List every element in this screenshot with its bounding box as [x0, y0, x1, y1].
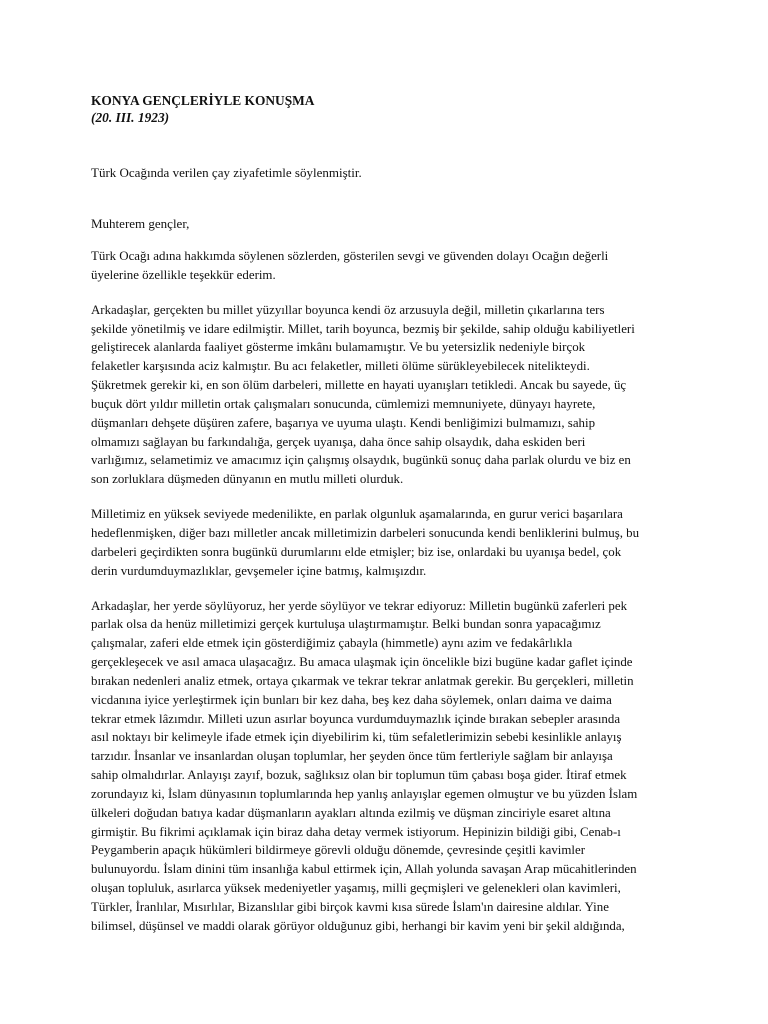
- paragraph: [91, 247, 681, 285]
- text-line: tarzıdır. İnsanlar ve insanlardan oluşan toplumlar, her şeyden önce tüm fertleriyle sağlam bir anlayışa: [91, 749, 613, 764]
- text-line: Türkler, İranlılar, Mısırlılar, Bizanslılar gibi birçok kavmi kısa sürede İslam'ın dairesine aldılar. Yine: [91, 900, 609, 914]
- text-line: son zorluklara düşmeden dünyanın en mutlu milleti olurduk.: [91, 472, 404, 487]
- document-page: [91, 92, 681, 933]
- text-line: düşmanları dehşete düşüren zafere, başarıya ve uyuma ulaştı. Kendi benliğimizi bulmamızı, sahip: [91, 415, 596, 430]
- text-line: üyelerine özellikle teşekkür ederim.: [91, 267, 276, 282]
- document-title: KONYA GENÇLERİYLE KONUŞMA: [91, 93, 315, 108]
- text-line: şekilde yönetilmiş ve idare edilmiştir. Millet, tarih boyunca, bezmiş bir şekilde, sahip olduğu kabiliyetleri: [91, 321, 635, 336]
- text-line: gerçekleşecek ve asıl amaca ulaşacağız. Bu amaca ulaşmak için öncelikle bizi bugüne kadar gaflet içinde: [91, 655, 633, 670]
- text-line: sahip olmalıdırlar. Anlayışı zayıf, bozuk, sağlıksız olan bir toplumun tüm çabası boşa gider. İtiraf etmek: [91, 768, 627, 783]
- text-line: Milletimiz en yüksek seviyede medenilikte, en parlak olgunluk aşamalarında, en gurur verici başarılara: [91, 507, 623, 522]
- text-line: asıl noktayı bir kelimeyle ifade etmek için diyebilirim ki, tüm sefaletlerimizin sebebi kesinlikle anlayış: [91, 730, 622, 745]
- text-line: vicdanına iyice yerleştirmek için bunları bir kez daha, beş kez daha söylemek, onları daima ve daima: [91, 692, 612, 707]
- text-line: çalışmalar, zaferi elde etmek için gösterdiğimiz çabayla (himmetle) aynı azim ve fedakârlıkla: [91, 636, 573, 651]
- text-line: zorundayız ki, İslam dünyasının toplumlarında hep yanlış anlayışlar egemen olmuştur ve bu yüzden İslam: [91, 786, 638, 801]
- body-text: [91, 247, 681, 952]
- paragraph: [91, 301, 681, 489]
- text-line: geliştirecek alanlarda faaliyet gösterme imkânı bulamamıştır. Ve bu yetersizlik nedeniyle birçok: [91, 340, 586, 355]
- text-line: oluşan topluluk, asırlarca yüksek medeniyetler yaşamış, milli geçmişleri ve gelenekleri olan kavimleri,: [91, 881, 621, 896]
- text-line: ülkeleri doğudan batıya kadar düşmanların ayakları altında ezilmiş ve düşman zinciriyle esaret altına: [91, 805, 611, 820]
- text-line: Arkadaşlar, her yerde söylüyoruz, her yerde söylüyor ve tekrar ediyoruz: Milletin bugünkü zaferleri pek: [91, 598, 628, 613]
- text-line: darbeleri geçirdikten sonra bugünkü durumlarını elde etmişler; biz ise, onlardaki bu uyanışa bedel, çok: [91, 544, 622, 559]
- text-line: derin vurdumduymazlıklar, gevşemeler içine batmış, kalmışızdır.: [91, 563, 427, 578]
- text-line: bilimsel, düşünsel ve maddi olarak görüyor olduğunuz gibi, herhangi bir kavim yeni bir şekil aldığında,: [91, 918, 625, 933]
- paragraph: [91, 505, 681, 580]
- text-line: felaketler karşısında aciz kalmıştır. Bu acı felaketler, milleti ölüme sürükleyebilecek nitelikteydi.: [91, 359, 590, 374]
- text-line: hedeflenmişken, diğer bazı milletler ancak milletimizin darbeleri sonucunda kendi benliklerini bulmuş, bu: [91, 525, 640, 540]
- text-line: Şükretmek gerekir ki, en son ölüm darbeleri, millette en hayati uyanışları tetikledi. Ancak bu sayede, üç: [91, 378, 627, 393]
- text-line: Arkadaşlar, gerçekten bu millet yüzyıllar boyunca kendi öz arzusuyla değil, milletin çıkarlarına ters: [91, 302, 605, 317]
- text-line: varlığımız, selametimiz ve amacımız için çalışmış olsaydık, bugünkü sonuç daha parlak olurdu ve biz en: [91, 453, 631, 468]
- text-line: bulunuyordu. İslam dinini tüm insanlığa kabul ettirmek için, Allah yolunda savaşan Arap mücahitlerinden: [91, 862, 637, 877]
- salutation: Muhterem gençler,: [91, 216, 190, 231]
- text-line: olmamızı sağlayan bu farkındalığa, gerçek uyanışa, daha önce sahip olsaydık, daha eskiden beri: [91, 434, 586, 449]
- intro-note: Türk Ocağında verilen çay ziyafetimle söylenmiştir.: [91, 165, 362, 180]
- paragraph: [91, 597, 681, 936]
- text-line: girmiştir. Bu fikrimi açıklamak için biraz daha detay vermek istiyorum. Hepinizin bildiği gibi, Cenab-ı: [91, 824, 621, 839]
- text-line: Peygamberin apaçık hükümleri bildirmeye görevli olduğu dönemde, çevresinde çeşitli kavimler: [91, 843, 585, 858]
- text-line: bırakan nedenleri analiz etmek, ortaya çıkarmak ve tekrar tekrar anlatmak gerekir. Bu gerçekleri, milletin: [91, 673, 634, 688]
- text-line: tekrar etmek lâzımdır. Milleti uzun asırlar boyunca vurdumduymazlık içinde bırakan sebepler arasında: [91, 711, 621, 726]
- text-line: buçuk dört yıldır milletin ortak çalışmaları sonucunda, cümlemizi memnuniyete, dünyayı hayrete,: [91, 396, 596, 411]
- text-line: parlak olsa da henüz milletimizi gerçek kurtuluşa ulaştırmamıştır. Belki bundan sonra yapacağımız: [91, 617, 601, 632]
- document-date: (20. III. 1923): [91, 110, 170, 125]
- text-line: Türk Ocağı adına hakkımda söylenen sözlerden, gösterilen sevgi ve güvenden dolayı Ocağın değerli: [91, 249, 609, 263]
